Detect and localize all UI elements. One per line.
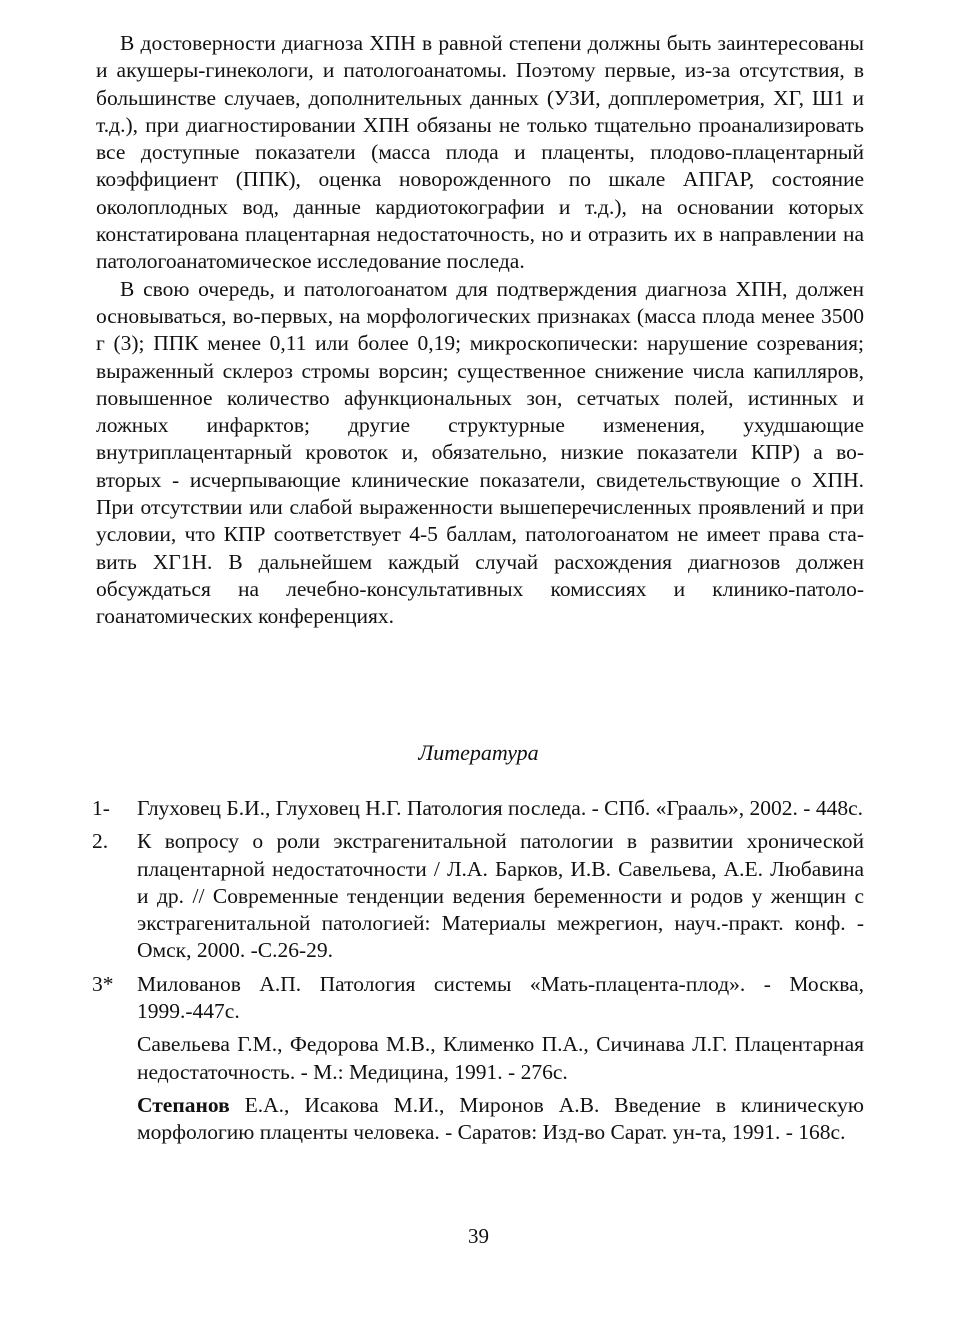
reference-text: К вопросу о роли экстрагенитальной патологии в развитии хронической плацентарной недостаточности / Л.А. Барков, И.В. Савельева, А.Е. Любавина и др. // Современные тенденции ведения беременности и родов у женщин с экстрагенитальной патологией: Материалы межрегион, науч.-практ. конф. - Омск, 2000. -С.26-29. bbox=[137, 829, 864, 963]
reference-item bbox=[92, 971, 864, 1026]
paragraph: В свою очередь, и патологоанатом для подтверждения диагноза ХПН, должен основываться, во-первых, на морфологических признаках (масса плода менее 3500 г (3); ППК менее 0,11 или более 0,19; микроскопически: нарушение созревания; выраженный склероз стромы ворсин; существенное снижение числа капилляров, повышенное количество афункциональных зон, сетчатых полей, истинных и ложных инфарктов; другие структурные изменения, ухудшающие внутриплацентарный кровоток и, обязательно, низкие показатели КПР) а во-вторых - исчерпывающие клинические показатели, свидетельствующие о ХПН. При отсутствии или слабой выраженности вышеперечисленных проявлений и при условии, что КПР соответствует 4-5 баллам, патологоанатом не имеет права ставить ХГ1Н. В дальнейшем каждый случай расхождения диагнозов должен обсуждаться на лечебно-консультативных комиссиях и клинико-патологоанатомических конференциях. bbox=[96, 276, 864, 629]
reference-text: Глуховец Б.И., Глуховец Н.Г. Патология последа. - СПб. «Грааль», 2002. - 448с. bbox=[137, 796, 864, 820]
page-number: 39 bbox=[468, 1224, 489, 1248]
reference-item bbox=[92, 795, 864, 822]
reference-item bbox=[92, 1092, 864, 1147]
reference-text: Савельева Г.М., Федорова М.В., Клименко П.А., Сичинава Л.Г. Плацентарная недостаточность. - М.: Медицина, 1991. - 276с. bbox=[137, 1032, 864, 1084]
reference-item bbox=[92, 1031, 864, 1086]
reference-number: 1- bbox=[92, 796, 110, 820]
reference-list bbox=[92, 795, 864, 1153]
reference-number: 3* bbox=[92, 971, 114, 996]
reference-item bbox=[92, 828, 864, 964]
reference-author-bold: Степанов bbox=[137, 1092, 230, 1117]
body-text bbox=[96, 30, 864, 631]
reference-text-rest: Е.А., Исакова М.И., Миронов А.В. Введение в клиническую морфологию плаценты человека. - Саратов: Изд-во Сарат. ун-та, 1991. - 168с. bbox=[137, 1092, 864, 1145]
reference-number: 2. bbox=[92, 829, 109, 854]
reference-text bbox=[137, 1092, 864, 1147]
paragraph: В достоверности диагноза ХПН в равной степени должны быть заинтересованы и акушеры-гинекологи, и патологоанатомы. Поэтому первые, из-за отсутствия, в большинстве случаев, дополнительных данных (УЗИ, допплерометрия, ХГ, Ш1 и т.д.), при диагностировании ХПН обязаны не только тщательно проанализировать все доступные показатели (масса плода и плаценты, плодово-плацентарный коэффициент (ППК), оценка новорожденного по шкале АПГАР, состояние околоплодных вод, данные кардиотокографии и т.д.), на основании которых констатирована плацентарная недостаточность, но и отразить их в направлении на патологоанатомическое исследование последа. bbox=[96, 31, 864, 274]
reference-text: Милованов А.П. Патология системы «Мать-плацента-плод». - Москва, 1999.-447с. bbox=[137, 971, 864, 1024]
literature-heading: Литература bbox=[418, 740, 539, 765]
